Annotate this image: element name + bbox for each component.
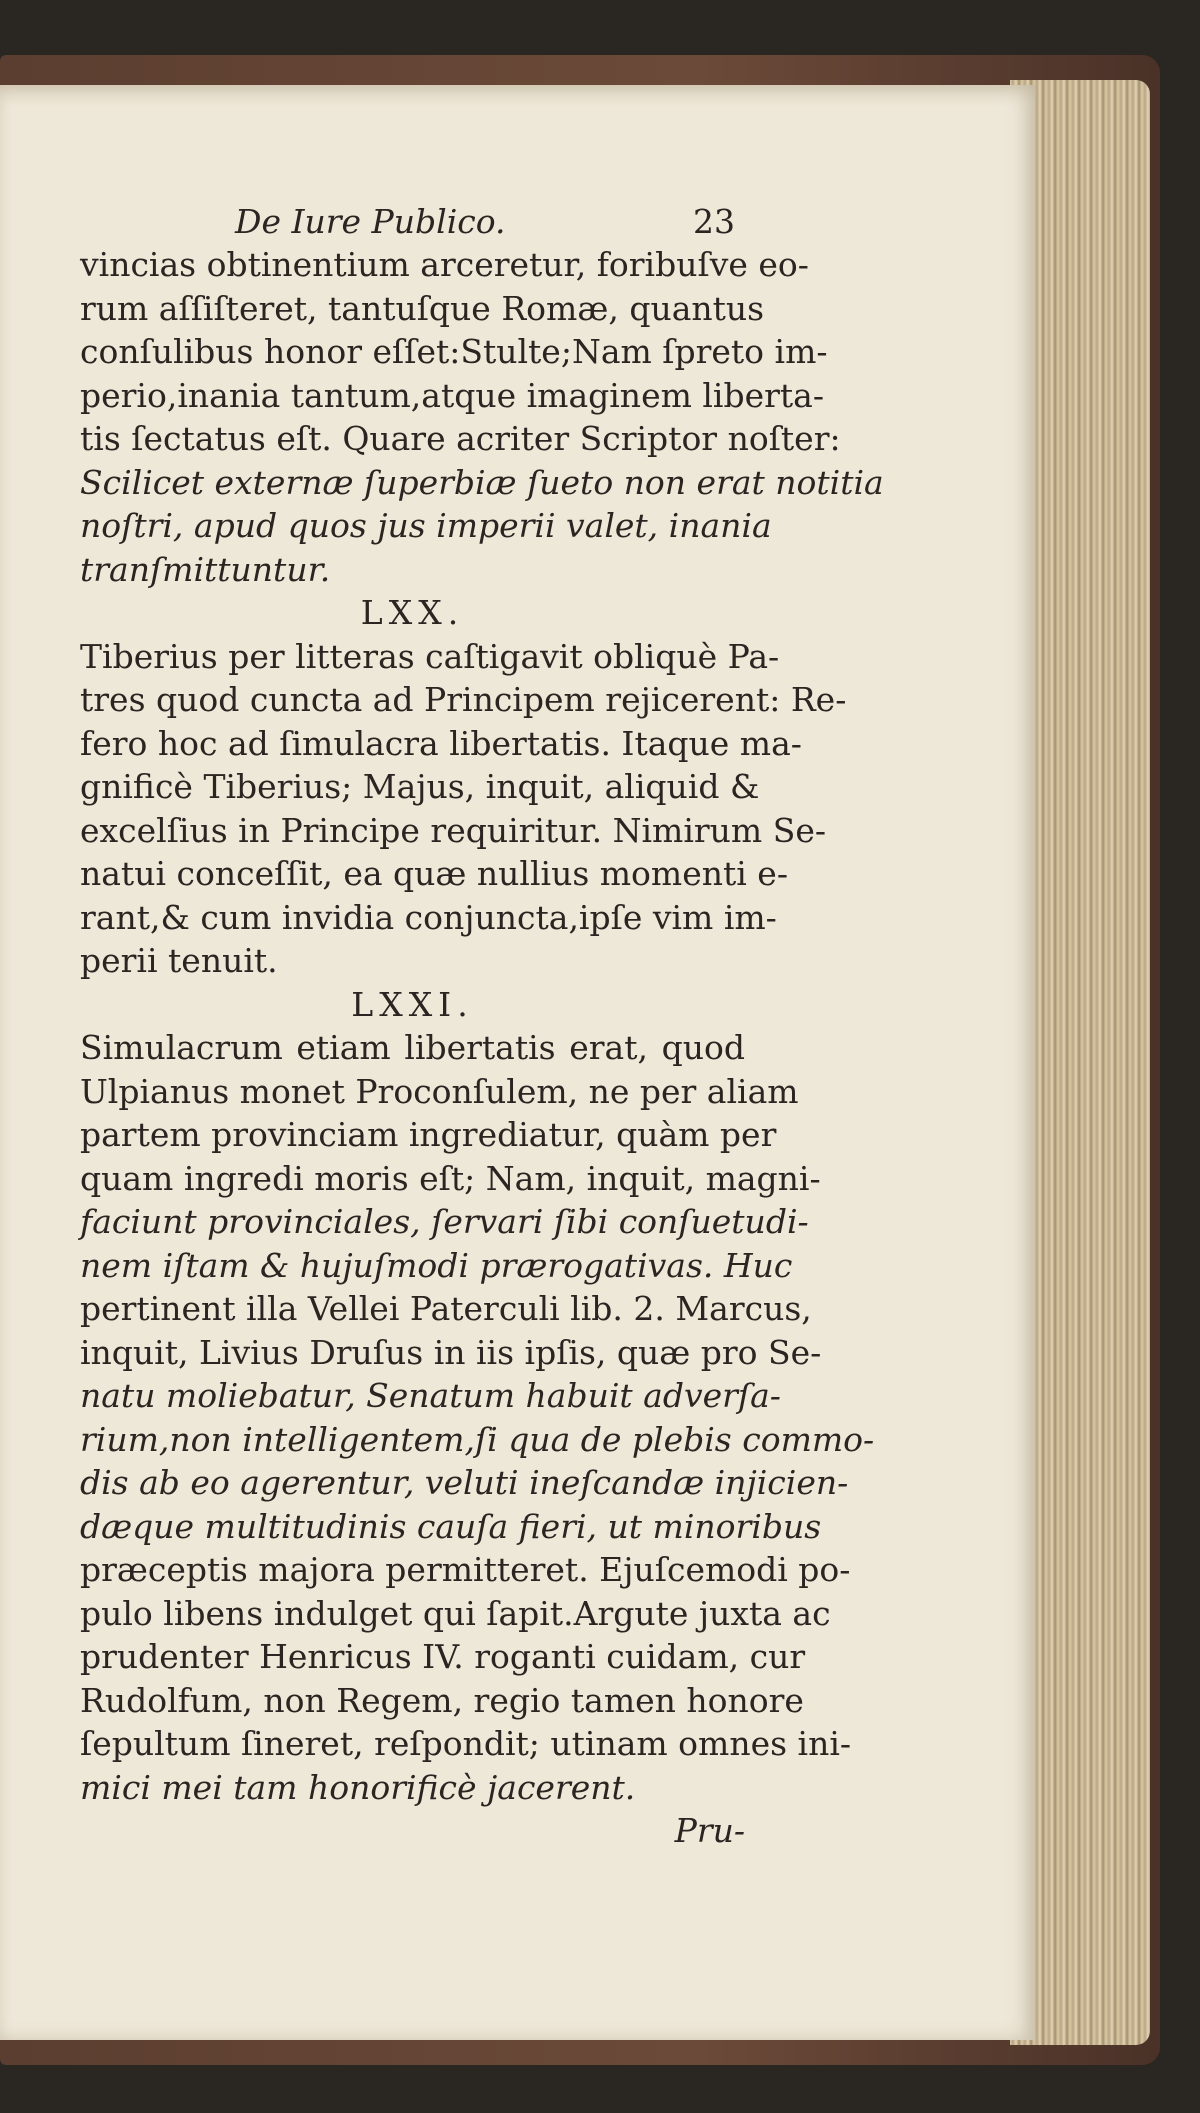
text-line: tres quod cuncta ad Principem rejicerent: Re- xyxy=(80,680,847,719)
running-header xyxy=(80,200,745,243)
text-line: quam ingredi moris eſt; Nam, inquit, magni- xyxy=(80,1158,821,1198)
text-line: perii tenuit. xyxy=(80,941,278,980)
text-line: ſepultum ſineret, reſpondit; utinam omnes ini- xyxy=(80,1724,852,1763)
text-line: nem iſtam & hujuſmodi prærogativas. Huc xyxy=(80,1245,793,1285)
text-line: natu moliebatur, Senatum habuit adverſa- xyxy=(80,1376,781,1415)
text-line: perio,inania tantum,atque imaginem liberta- xyxy=(80,375,824,415)
body-text xyxy=(80,243,884,1809)
book-page xyxy=(0,85,1035,2040)
text-line: faciunt provinciales, ſervari ſibi conſuetudi- xyxy=(80,1202,809,1241)
text-line: tis ſectatus eſt. Quare acriter Scriptor noſter: xyxy=(80,419,841,458)
text-line: fero hoc ad ſimulacra libertatis. Itaque ma- xyxy=(80,723,802,763)
catchword: Pru- xyxy=(674,1811,745,1850)
text-line: Tiberius per litteras caſtigavit obliquè Pa- xyxy=(80,636,780,676)
text-line: mici mei tam honorificè jacerent. xyxy=(80,1767,636,1807)
text-line: Scilicet externæ ſuperbiæ ſueto non erat notitia xyxy=(80,462,884,502)
text-line: Ulpianus monet Proconſulem, ne per aliam xyxy=(80,1071,799,1111)
text-line: conſulibus honor eſſet:Stulte;Nam ſpreto im- xyxy=(80,332,828,371)
page-number: 23 xyxy=(693,202,735,241)
text-line: tranſmittuntur. xyxy=(80,549,331,589)
text-line: rum aſſiſteret, tantuſque Romæ, quantus xyxy=(80,288,765,328)
text-line: vincias obtinentium arceretur, foribuſve eo- xyxy=(80,245,809,284)
section-number: LXX. xyxy=(360,593,465,632)
text-line: noſtri, apud quos jus imperii valet, inania xyxy=(80,506,772,545)
text-line: dæque multitudinis cauſa fieri, ut minoribus xyxy=(80,1506,822,1546)
text-line: Simulacrum etiam libertatis erat, quod xyxy=(80,1028,745,1067)
page-text xyxy=(80,200,884,1853)
text-line: præceptis majora permitteret. Ejuſcemodi po- xyxy=(80,1550,851,1589)
running-title: De Iure Publico. xyxy=(235,202,506,241)
text-line: pertinent illa Vellei Paterculi lib. 2. Marcus, xyxy=(80,1289,812,1328)
text-line: natui conceſſit, ea quæ nullius momenti e- xyxy=(80,854,788,893)
text-line: gnificè Tiberius; Majus, inquit, aliquid & xyxy=(80,767,760,806)
text-line: inquit, Livius Druſus in iis ipſis, quæ pro Se- xyxy=(80,1332,822,1372)
section-number: LXXI. xyxy=(351,984,474,1024)
text-line: Rudolfum, non Regem, regio tamen honore xyxy=(80,1680,804,1720)
text-line: dis ab eo agerentur, veluti ineſcandæ injicien- xyxy=(80,1463,849,1502)
text-line: rium,non intelligentem,ſi qua de plebis commo- xyxy=(80,1419,875,1459)
text-line: pulo libens indulget qui ſapit.Argute juxta ac xyxy=(80,1593,831,1633)
text-line: excelſius in Principe requiritur. Nimirum Se- xyxy=(80,810,826,850)
text-line: partem provinciam ingrediatur, quàm per xyxy=(80,1115,777,1154)
text-line: rant,& cum invidia conjuncta,ipſe vim im- xyxy=(80,897,777,937)
text-line: prudenter Henricus IV. roganti cuidam, cur xyxy=(80,1637,806,1676)
